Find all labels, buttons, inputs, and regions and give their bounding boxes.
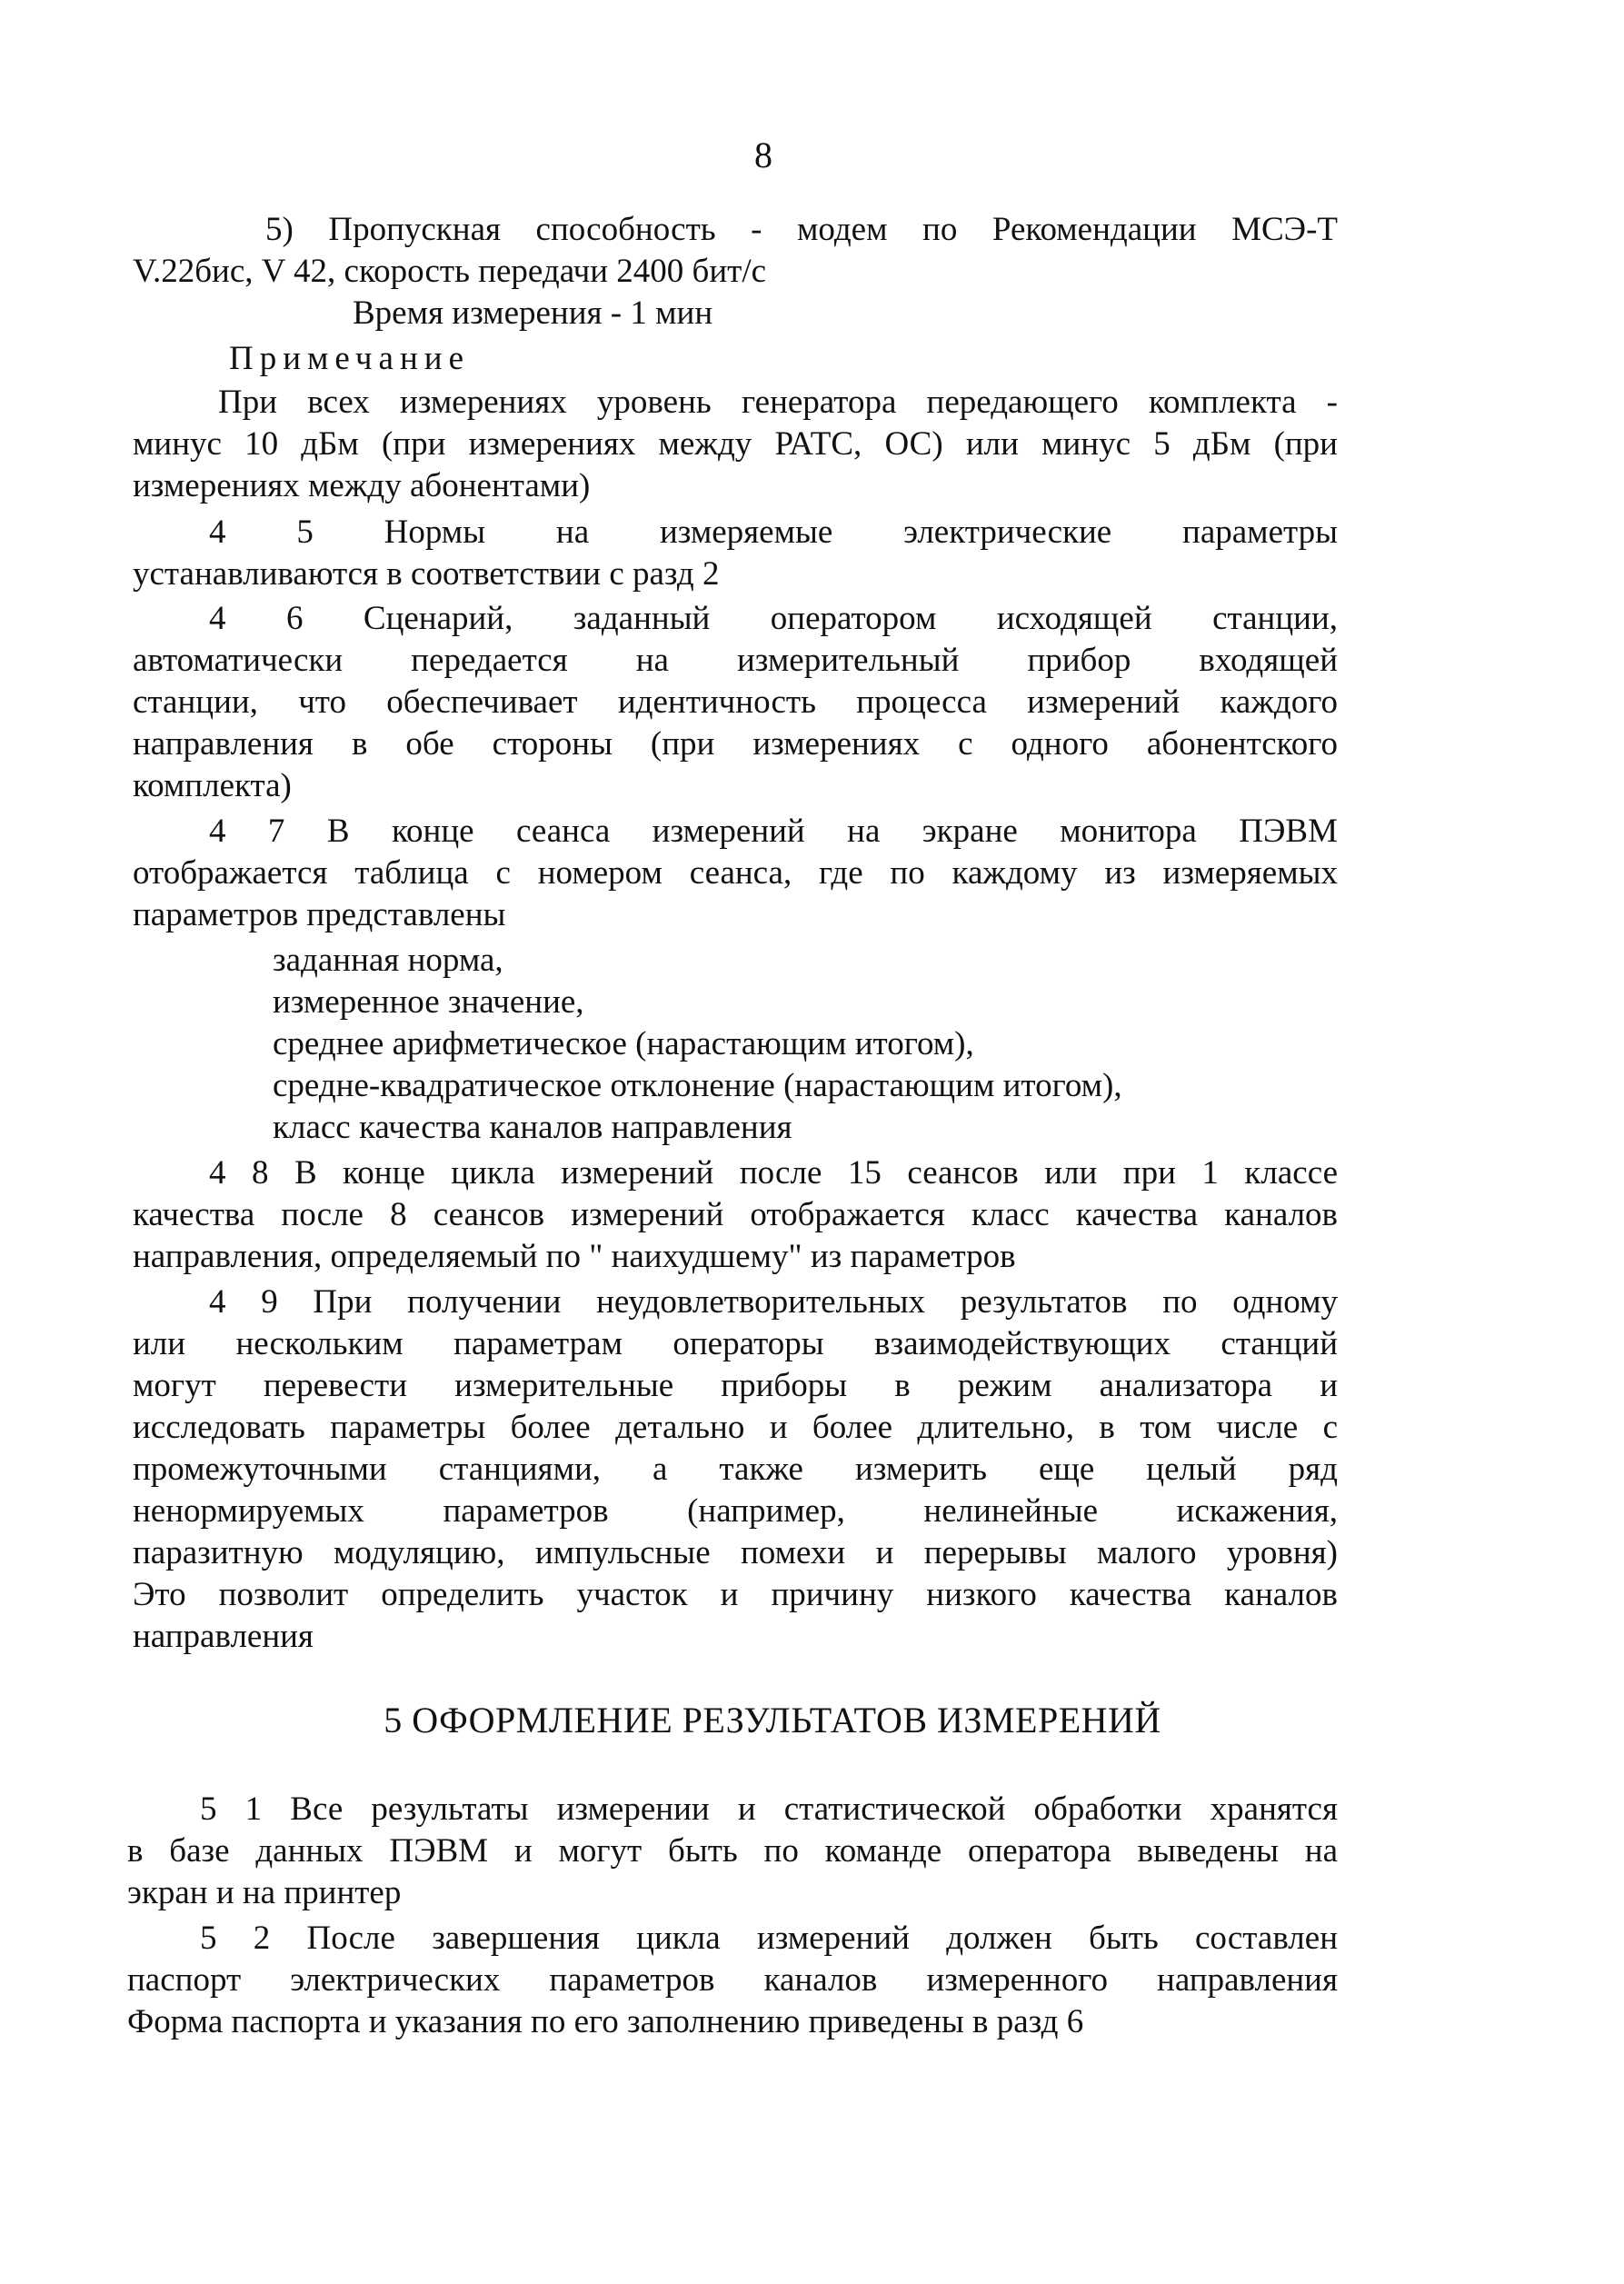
list-item: класс качества каналов направления [273, 1109, 792, 1146]
text-line: 4 8 В конце цикла измерений после 15 сеансов или при 1 классе [209, 1154, 1338, 1192]
text-line: паспорт электрических параметров каналов измеренного направления [127, 1961, 1338, 1999]
text-line: могут перевести измерительные приборы в режим анализатора и [133, 1367, 1338, 1404]
note-title: Примечание [229, 340, 470, 377]
text-line: 5) Пропускная способность - модем по Рекомендации МСЭ-Т [265, 211, 1338, 248]
text-line: ненормируемых параметров (например, нелинейные искажения, [133, 1492, 1338, 1530]
list-item: средне-квадратическое отклонение (нарастающим итогом), [273, 1067, 1122, 1104]
text-line: 4 6 Сценарий, заданный оператором исходящей станции, [209, 600, 1338, 637]
text-line: в базе данных ПЭВМ и могут быть по команде оператора выведены на [127, 1832, 1338, 1870]
text-line: комплекта) [133, 767, 292, 804]
text-line: исследовать параметры более детально и более длительно, в том числе с [133, 1409, 1338, 1446]
text-line: 4 9 При получении неудовлетворительных результатов по одному [209, 1283, 1338, 1321]
text-line: минус 10 дБм (при измерениях между РАТС, ОС) или минус 5 дБм (при [133, 425, 1338, 463]
list-item: заданная норма, [273, 942, 503, 979]
text-line: станции, что обеспечивает идентичность процесса измерений каждого [133, 683, 1338, 721]
text-line: параметров представлены [133, 896, 506, 933]
text-line: При всех измерениях уровень генератора передающего комплекта - [218, 384, 1338, 421]
text-line: паразитную модуляцию, импульсные помехи и перерывы малого уровня) [133, 1534, 1338, 1571]
text-line: 4 5 Нормы на измеряемые электрические параметры [209, 514, 1338, 551]
text-line: Это позволит определить участок и причину низкого качества каналов [133, 1576, 1338, 1613]
list-item: среднее арифметическое (нарастающим итогом), [273, 1025, 974, 1062]
text-line: измерениях между абонентами) [133, 467, 591, 504]
text-line: направления, определяемый по " наихудшему" из параметров [133, 1238, 1016, 1275]
page-number: 8 [754, 135, 772, 175]
text-line: V.22бис, V 42, скорость передачи 2400 бит/с [133, 253, 767, 290]
text-line: Время измерения - 1 мин [353, 294, 713, 332]
text-line: 5 2 После завершения цикла измерений должен быть составлен [200, 1920, 1338, 1957]
text-line: экран и на принтер [127, 1874, 402, 1911]
text-line: автоматически передается на измерительный прибор входящей [133, 642, 1338, 679]
text-line: отображается таблица с номером сеанса, где по каждому из измеряемых [133, 854, 1338, 892]
text-line: 4 7 В конце сеанса измерений на экране монитора ПЭВМ [209, 813, 1338, 850]
text-line: промежуточными станциями, а также измерить еще целый ряд [133, 1451, 1338, 1488]
text-line: или нескольким параметрам операторы взаимодействующих станций [133, 1325, 1338, 1362]
text-line: качества после 8 сеансов измерений отображается класс качества каналов [133, 1196, 1338, 1233]
text-line: направления [133, 1618, 314, 1655]
text-line: 5 1 Все результаты измерении и статистической обработки хранятся [200, 1790, 1338, 1828]
section-heading: 5 ОФОРМЛЕНИЕ РЕЗУЛЬТАТОВ ИЗМЕРЕНИЙ [384, 1700, 1161, 1740]
text-line: направления в обе стороны (при измерениях с одного абонентского [133, 725, 1338, 763]
text-line: Форма паспорта и указания по его заполнению приведены в разд 6 [127, 2003, 1084, 2040]
text-line: устанавливаются в соответствии с разд 2 [133, 555, 720, 593]
list-item: измеренное значение, [273, 983, 584, 1021]
